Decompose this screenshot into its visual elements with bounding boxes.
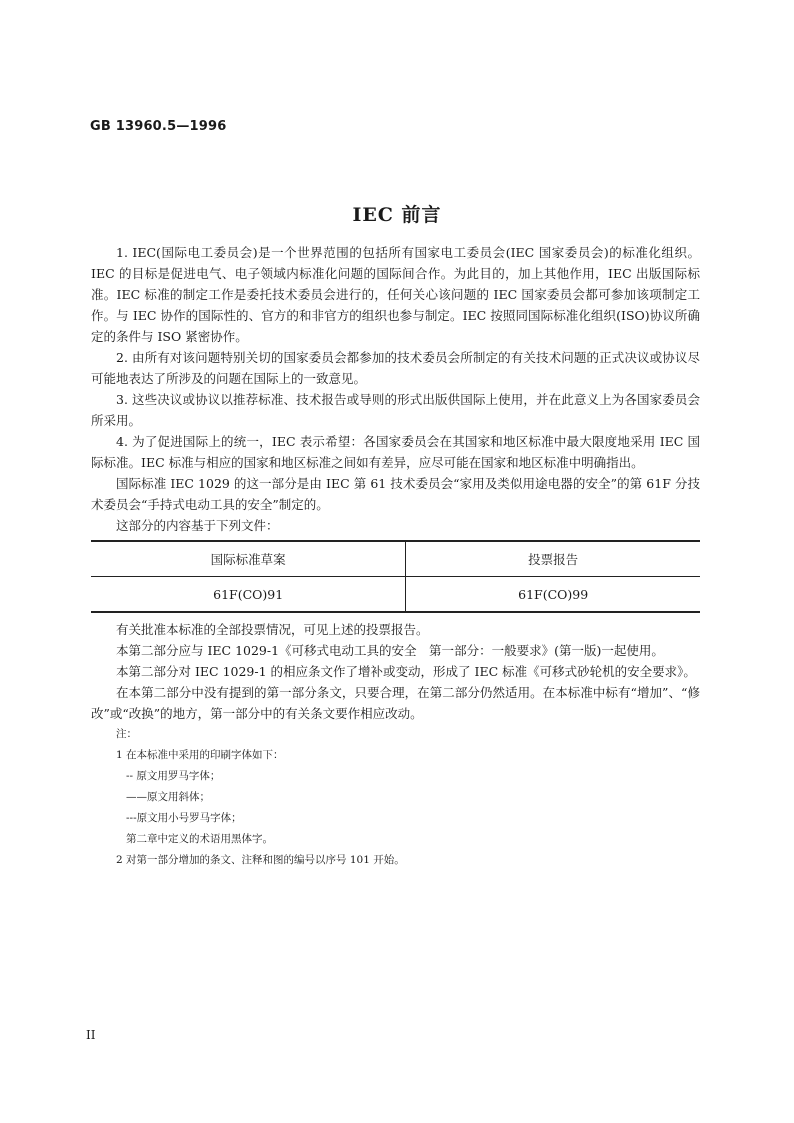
note-2: 2 对第一部分增加的条文、注释和图的编号以序号 101 开始。 (116, 854, 405, 866)
table-cell-report: 61F(CO)99 (406, 577, 700, 613)
paragraph-2: 2. 由所有对该问题特别关切的国家委员会都参加的技术委员会所制定的有关技术问题的正式决议或协议尽可能地表达了所涉及的问题在国际上的一致意见。 (91, 350, 700, 386)
table-header-row (91, 541, 700, 577)
table-cell-draft: 61F(CO)91 (91, 577, 406, 613)
table-row (91, 577, 700, 613)
paragraph-4: 4. 为了促进国际上的统一，IEC 表示希望：各国家委员会在其国家和地区标准中最大限度地采用 IEC 国际标准。IEC 标准与相应的国家和地区标准之间如有差异，应尽可能在国家和地区标准中明确指出。 (91, 434, 700, 470)
paragraph-3: 3. 这些决议或协议以推荐标准、技术报告或导则的形式出版供国际上使用，并在此意义上为各国家委员会所采用。 (91, 392, 700, 428)
table-header-report: 投票报告 (406, 541, 700, 577)
note-1-sub-3: ---原文用小号罗马字体； (126, 812, 242, 824)
note-1-sub-2: ——原文用斜体； (126, 791, 210, 803)
standard-code: GB 13960.5—1996 (90, 119, 227, 134)
notes-block (91, 724, 700, 871)
note-1: 1 在本标准中采用的印刷字体如下： (116, 749, 284, 761)
table-header-draft: 国际标准草案 (91, 541, 406, 577)
voting-table (91, 540, 700, 613)
page-number: II (86, 1028, 96, 1042)
page-title: IEC 前言 (352, 204, 442, 226)
document-body (91, 242, 700, 871)
notes-label: 注： (116, 728, 137, 740)
paragraph-9: 本第二部分对 IEC 1029-1 的相应条文作了增补或变动，形成了 IEC 标准《可移式砂轮机的安全要求》。 (116, 664, 696, 679)
paragraph-1: 1. IEC(国际电工委员会)是一个世界范围的包括所有国家电工委员会(IEC 国家委员会)的标准化组织。IEC 的目标是促进电气、电子领域内标准化问题的国际间合作。为此目的，加上其他作用，IEC 出版国际标准。IEC 标准的制定工作是委托技术委员会进行的，任何关心该问题的 IEC 国家委员会都可参加该项制定工作。与 IEC 协作的国际性的、官方的和非官方的组织也参与制定。IEC 按照同国际标准化组织(ISO)协议所确定的条件与 ISO 紧密协作。 (91, 245, 700, 344)
paragraph-5: 国际标准 IEC 1029 的这一部分是由 IEC 第 61 技术委员会“家用及类似用途电器的安全”的第 61F 分技术委员会“手持式电动工具的安全”制定的。 (91, 476, 700, 512)
note-1-sub-1: -- 原文用罗马字体； (126, 770, 221, 782)
note-1-sub-4: 第二章中定义的术语用黑体字。 (126, 833, 273, 845)
paragraph-6: 这部分的内容基于下列文件： (116, 518, 279, 533)
paragraph-8: 本第二部分应与 IEC 1029-1《可移式电动工具的安全 第一部分：一般要求》(第一版)一起使用。 (116, 643, 664, 658)
paragraph-7: 有关批准本标准的全部投票情况，可见上述的投票报告。 (116, 622, 429, 637)
paragraph-10: 在本第二部分中没有提到的第一部分条文，只要合理，在第二部分仍然适用。在本标准中标有“增加”、“修改”或“改换”的地方，第一部分中的有关条文要作相应改动。 (91, 685, 700, 721)
